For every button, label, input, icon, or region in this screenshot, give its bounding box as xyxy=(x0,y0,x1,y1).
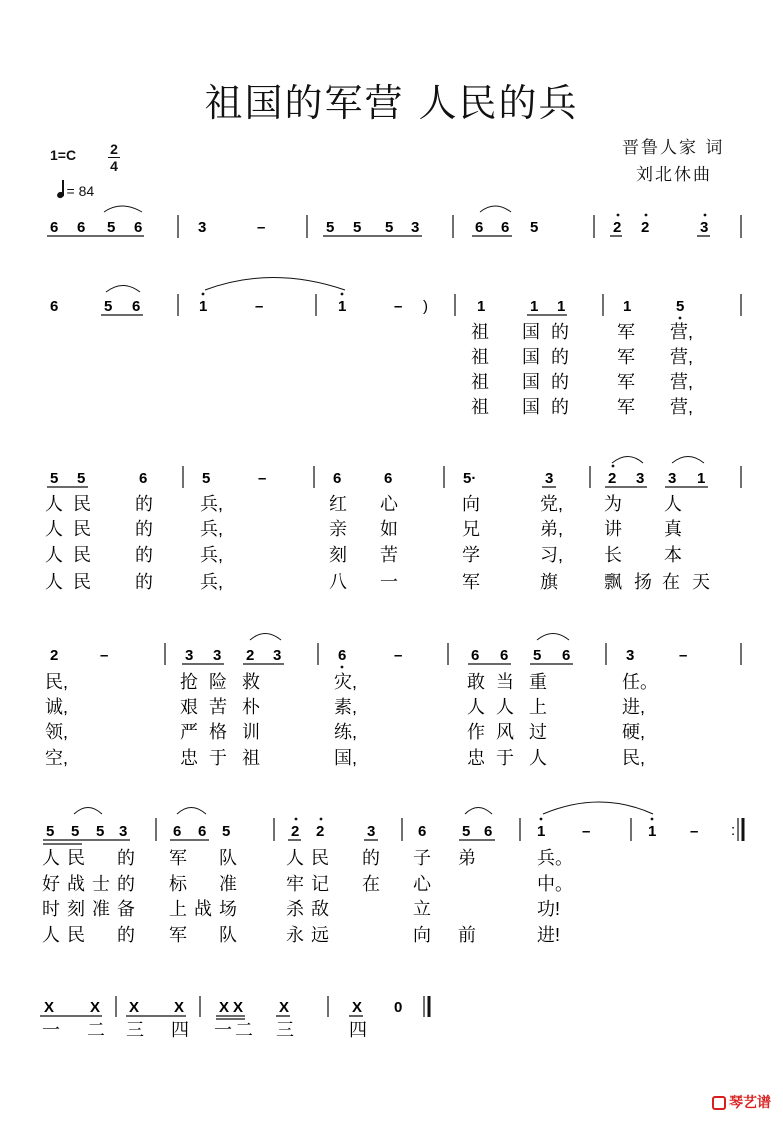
lyric-verse-3 xyxy=(45,722,645,742)
closing-paren: ) xyxy=(423,298,428,315)
lyric-char: 军 xyxy=(617,397,635,417)
lyric-char: 军 xyxy=(169,848,187,868)
note: – xyxy=(394,298,403,315)
lyric-char: 四 xyxy=(349,1020,367,1040)
lyric-char: 好 xyxy=(42,874,60,894)
lyric-char: 如 xyxy=(380,519,398,539)
lyric-char: 作 xyxy=(467,722,485,742)
lyric-char: 敢 xyxy=(467,672,485,692)
lyric-char: 的 xyxy=(551,347,569,367)
lyric-char: 二 xyxy=(235,1020,253,1040)
lyric-char: 重 xyxy=(529,672,547,692)
lyric-char: 诚, xyxy=(45,697,69,717)
watermark xyxy=(712,1092,771,1112)
note: 3 xyxy=(411,219,420,236)
lyric-char: 子 xyxy=(413,848,431,868)
note: 2 xyxy=(641,219,650,236)
lyric-char: 人 xyxy=(286,848,304,868)
lyric-char: 立 xyxy=(413,899,431,919)
slur xyxy=(104,206,142,212)
note: – xyxy=(100,647,109,664)
lyric-char: 兵, xyxy=(200,519,224,539)
note: 5 xyxy=(71,823,80,840)
lyric-char: 严 xyxy=(180,722,198,742)
note: 2 xyxy=(246,647,255,664)
note: 5 xyxy=(326,219,335,236)
lyric-char: 飘 xyxy=(604,572,622,592)
note: 1 xyxy=(199,298,208,315)
note: 6 xyxy=(500,647,509,664)
lyric-char: 为 xyxy=(604,494,622,514)
lyric-char: 上 xyxy=(169,899,187,919)
lyric-verse-2 xyxy=(471,347,693,367)
lyric-char: 真 xyxy=(664,519,682,539)
lyric-char: 准 xyxy=(92,899,110,919)
tempo-value: = 84 xyxy=(66,183,95,199)
lyric-char: 民 xyxy=(73,494,91,514)
lyric-char: 营, xyxy=(670,397,694,417)
lyric-char: 刻 xyxy=(329,545,347,565)
lyric-char: 场 xyxy=(219,899,237,919)
lyric-char: 三 xyxy=(276,1020,294,1040)
note: 6 xyxy=(198,823,207,840)
lyric-char: 人 xyxy=(42,925,60,945)
lyric-char: 人 xyxy=(664,494,682,514)
octave-dot xyxy=(202,293,205,296)
note: 2 xyxy=(608,470,617,487)
note: 2 xyxy=(316,823,325,840)
lyric-char: 敌 xyxy=(311,899,329,919)
lyric-char: 二 xyxy=(87,1020,105,1040)
lyric-char: 的 xyxy=(135,545,153,565)
note: 5 xyxy=(96,823,105,840)
lyric-char: 学 xyxy=(462,545,480,565)
slur xyxy=(465,808,492,815)
lyric-char: 营, xyxy=(670,372,694,392)
lyric-char: 队 xyxy=(219,848,237,868)
lyric-char: 领, xyxy=(45,722,69,742)
lyric-char: 风 xyxy=(496,722,514,742)
note: 3 xyxy=(626,647,635,664)
lyric-char: 讲 xyxy=(604,519,622,539)
lyric-char: 杀 xyxy=(286,899,304,919)
lyric-char: 灾, xyxy=(334,672,358,692)
lyric-char: 训 xyxy=(242,722,260,742)
slur xyxy=(672,457,704,464)
lyric-char: 准 xyxy=(219,874,237,894)
lyric-char: 标 xyxy=(169,874,187,894)
note: 6 xyxy=(475,219,484,236)
note: – xyxy=(679,647,688,664)
lyric-char: 苦 xyxy=(380,545,398,565)
slur xyxy=(106,286,140,293)
note: 1 xyxy=(648,823,657,840)
octave-dot xyxy=(612,465,615,468)
lyric-verse-3 xyxy=(471,372,693,392)
note: 5 xyxy=(530,219,539,236)
lyric-char: 前 xyxy=(458,925,476,945)
note: 6 xyxy=(418,823,427,840)
lyric-char: 进! xyxy=(537,925,561,945)
note: 6 xyxy=(132,298,141,315)
beat-x: X xyxy=(352,999,363,1016)
lyric-verse-1 xyxy=(42,848,573,868)
lyric-char: 人 xyxy=(45,519,63,539)
octave-dot xyxy=(540,818,543,821)
lyric-char: 四 xyxy=(171,1020,189,1040)
lyric-char: 祖 xyxy=(471,347,489,367)
lyrics-line-2 xyxy=(471,322,693,417)
lyric-char: 国 xyxy=(522,322,540,342)
note: 6 xyxy=(173,823,182,840)
lyric-char: 的 xyxy=(117,874,135,894)
lyric-char: 的 xyxy=(135,572,153,592)
song-title: 祖国的军营 人民的兵 xyxy=(204,81,579,125)
lyric-verse-2 xyxy=(45,519,683,539)
octave-dot-below xyxy=(679,317,682,320)
lyric-char: 备 xyxy=(117,899,135,919)
lyric-char: 一 xyxy=(380,572,398,592)
note: 6 xyxy=(501,219,510,236)
note: 5 xyxy=(50,470,59,487)
lyric-char: 祖 xyxy=(471,372,489,392)
lyric-char: 习, xyxy=(540,545,564,565)
note: 1 xyxy=(697,470,706,487)
note: – xyxy=(258,470,267,487)
lyric-char: 国, xyxy=(334,748,358,768)
lyric-char: 兵, xyxy=(200,494,224,514)
lyric-char: 硬, xyxy=(622,722,646,742)
beat-x: X xyxy=(129,999,140,1016)
tie xyxy=(205,278,345,291)
lyric-verse-1 xyxy=(471,322,693,342)
octave-dot xyxy=(295,818,298,821)
lyric-char: 在 xyxy=(662,572,680,592)
note: 5 xyxy=(107,219,116,236)
beat-x: X xyxy=(90,999,101,1016)
note: 5· xyxy=(463,470,477,487)
note: – xyxy=(690,823,699,840)
lyric-char: 民 xyxy=(67,925,85,945)
note: 6 xyxy=(562,647,571,664)
lyric-char: 人 xyxy=(45,545,63,565)
note: – xyxy=(257,219,266,236)
note: 5 xyxy=(46,823,55,840)
lyric-char: 旗 xyxy=(540,572,558,592)
lyric-char: 一 xyxy=(42,1020,60,1040)
lyric-char: 营, xyxy=(670,322,694,342)
lyric-char: 营, xyxy=(670,347,694,367)
lyric-char: 于 xyxy=(496,748,514,768)
lyric-char: 八 xyxy=(329,572,347,592)
note: 5 xyxy=(676,298,685,315)
note: 6 xyxy=(139,470,148,487)
lyric-char: 国 xyxy=(522,372,540,392)
lyric-char: 的 xyxy=(135,494,153,514)
score-line-2 xyxy=(50,278,741,320)
lyric-char: 兵, xyxy=(200,572,224,592)
slur xyxy=(74,808,102,815)
lyric-char: 军 xyxy=(169,925,187,945)
repeat-dots: : xyxy=(731,822,736,839)
slur xyxy=(612,457,643,464)
lyric-char: 的 xyxy=(551,397,569,417)
lyric-char: 人 xyxy=(529,748,547,768)
lyric-char: 当 xyxy=(496,672,514,692)
lyric-char: 的 xyxy=(551,372,569,392)
lyric-verse-4 xyxy=(45,748,645,768)
lyric-verse-4 xyxy=(42,925,560,945)
note: 6 xyxy=(384,470,393,487)
lyric-char: 心 xyxy=(413,874,431,894)
slur xyxy=(537,634,569,641)
lyric-char: 士 xyxy=(92,874,110,894)
note: 6 xyxy=(50,219,59,236)
note: 5 xyxy=(77,470,86,487)
note: 3 xyxy=(213,647,222,664)
lyric-char: 扬 xyxy=(634,572,652,592)
lyric-verse-1 xyxy=(45,494,682,514)
note: – xyxy=(582,823,591,840)
lyric-char: 人 xyxy=(496,697,514,717)
lyric-char: 民 xyxy=(73,545,91,565)
lyric-verse-3 xyxy=(42,899,560,919)
note: – xyxy=(394,647,403,664)
lyric-char: 忠 xyxy=(467,748,485,768)
note: 5 xyxy=(462,823,471,840)
octave-dot-below xyxy=(341,666,344,669)
lyric-char: 的 xyxy=(117,925,135,945)
note: – xyxy=(255,298,264,315)
note: 3 xyxy=(198,219,207,236)
lyric-char: 军 xyxy=(617,372,635,392)
lyric-char: 祖 xyxy=(471,397,489,417)
lyric-char: 党, xyxy=(540,494,564,514)
lyric-char: 红 xyxy=(329,494,347,514)
lyric-verse-4 xyxy=(471,397,693,417)
beat-x: X xyxy=(279,999,290,1016)
lyric-char: 心 xyxy=(380,494,398,514)
note: 6 xyxy=(77,219,86,236)
note: 3 xyxy=(668,470,677,487)
time-signature-bottom: 4 xyxy=(110,158,118,174)
lyric-char: 练, xyxy=(334,722,358,742)
octave-dot xyxy=(341,293,344,296)
lyric-char: 向 xyxy=(462,494,480,514)
note: 3 xyxy=(185,647,194,664)
lyrics-line-5 xyxy=(42,848,573,945)
beat-x: X xyxy=(174,999,185,1016)
lyric-char: 兄 xyxy=(462,519,480,539)
lyric-char: 永 xyxy=(286,925,304,945)
key-signature: 1=C xyxy=(50,147,77,163)
note: 5 xyxy=(202,470,211,487)
lyric-char: 苦 xyxy=(209,697,227,717)
note: 1 xyxy=(338,298,347,315)
note: 5 xyxy=(533,647,542,664)
lyric-char: 国 xyxy=(522,397,540,417)
lyric-char: 过 xyxy=(529,722,547,742)
beat-xx: X xyxy=(219,999,230,1016)
score-line-3 xyxy=(47,457,741,489)
lyric-char: 亲 xyxy=(329,519,347,539)
note: 3 xyxy=(119,823,128,840)
note: 1 xyxy=(623,298,632,315)
slur xyxy=(250,634,281,641)
lyric-char: 格 xyxy=(209,722,227,742)
lyric-char: 兵, xyxy=(200,545,224,565)
lyric-verse-1 xyxy=(45,672,658,692)
rhythm-counts xyxy=(42,1020,367,1040)
lyric-char: 人 xyxy=(45,494,63,514)
lyric-char: 人 xyxy=(42,848,60,868)
lyric-char: 人 xyxy=(45,572,63,592)
note: 5 xyxy=(222,823,231,840)
lyric-char: 祖 xyxy=(471,322,489,342)
lyric-char: 忠 xyxy=(180,748,198,768)
lyric-char: 民 xyxy=(311,848,329,868)
logo-icon xyxy=(712,1096,726,1110)
lyric-char: 向 xyxy=(413,925,431,945)
lyrics-line-4 xyxy=(45,672,658,768)
lyric-char: 弟 xyxy=(458,848,476,868)
note: 6 xyxy=(338,647,347,664)
note: 2 xyxy=(50,647,59,664)
note: 1 xyxy=(530,298,539,315)
composer-credit: 刘北休曲 xyxy=(636,165,712,185)
note: 3 xyxy=(700,219,709,236)
lyric-char: 牢 xyxy=(286,874,304,894)
lyric-char: 的 xyxy=(117,848,135,868)
lyric-char: 祖 xyxy=(242,748,260,768)
lyric-char: 的 xyxy=(135,519,153,539)
lyric-char: 险 xyxy=(209,672,227,692)
lyric-char: 三 xyxy=(126,1020,144,1040)
lyrics-line-3 xyxy=(45,494,710,592)
watermark-text: 琴艺谱 xyxy=(729,1095,771,1111)
note: 3 xyxy=(636,470,645,487)
note: 6 xyxy=(471,647,480,664)
lyric-char: 军 xyxy=(462,572,480,592)
octave-dot xyxy=(651,818,654,821)
lyric-char: 本 xyxy=(664,545,682,565)
lyric-char: 空, xyxy=(45,748,69,768)
note: 1 xyxy=(477,298,486,315)
lyric-char: 民, xyxy=(45,672,69,692)
lyric-char: 远 xyxy=(311,925,329,945)
lyric-char: 军 xyxy=(617,322,635,342)
lyric-verse-3 xyxy=(45,545,682,565)
lyric-char: 任。 xyxy=(622,672,658,692)
slur xyxy=(177,808,206,815)
note: 1 xyxy=(537,823,546,840)
lyric-verse-2 xyxy=(42,874,573,894)
note: 5 xyxy=(385,219,394,236)
note: 2 xyxy=(291,823,300,840)
lyric-char: 救 xyxy=(242,672,260,692)
lyric-char: 民 xyxy=(67,848,85,868)
octave-dot xyxy=(645,214,648,217)
octave-dot xyxy=(704,214,707,217)
lyric-char: 弟, xyxy=(540,519,564,539)
lyric-char: 的 xyxy=(551,322,569,342)
lyric-char: 队 xyxy=(219,925,237,945)
lyricist-credit: 晋鲁人家 词 xyxy=(622,138,725,158)
lyric-char: 民 xyxy=(73,572,91,592)
note: 5 xyxy=(353,219,362,236)
lyric-char: 抢 xyxy=(180,672,198,692)
note: 1 xyxy=(557,298,566,315)
lyric-char: 一 xyxy=(214,1020,232,1040)
note: 5 xyxy=(104,298,113,315)
octave-dot xyxy=(617,214,620,217)
note: 3 xyxy=(367,823,376,840)
rest: 0 xyxy=(394,999,403,1016)
note: 6 xyxy=(333,470,342,487)
note: 6 xyxy=(50,298,59,315)
note: 3 xyxy=(273,647,282,664)
beat-xx: X xyxy=(233,999,244,1016)
lyric-char: 军 xyxy=(617,347,635,367)
lyric-char: 记 xyxy=(311,874,329,894)
lyric-char: 进, xyxy=(622,697,646,717)
lyric-char: 长 xyxy=(604,545,622,565)
octave-dot xyxy=(320,818,323,821)
lyric-char: 功! xyxy=(537,899,561,919)
note: 6 xyxy=(134,219,143,236)
beat-x: X xyxy=(44,999,55,1016)
lyric-char: 兵。 xyxy=(537,848,573,868)
lyric-verse-4 xyxy=(45,571,710,592)
lyric-char: 时 xyxy=(42,899,60,919)
lyric-char: 国 xyxy=(522,347,540,367)
lyric-char: 朴 xyxy=(242,697,260,717)
note: 2 xyxy=(613,219,622,236)
lyric-char: 刻 xyxy=(67,899,85,919)
time-signature-top: 2 xyxy=(110,141,118,157)
lyric-char: 在 xyxy=(362,874,380,894)
lyric-char: 艰 xyxy=(180,697,198,717)
lyric-char: 民, xyxy=(622,748,646,768)
lyric-char: 的 xyxy=(362,848,380,868)
lyric-char: 上 xyxy=(529,697,547,717)
score-line-1 xyxy=(47,206,741,238)
note: 6 xyxy=(484,823,493,840)
rhythm-line xyxy=(40,996,429,1019)
lyric-char: 战 xyxy=(194,899,212,919)
lyric-char: 民 xyxy=(73,519,91,539)
note: 3 xyxy=(545,470,554,487)
lyric-char: 中。 xyxy=(537,874,573,894)
lyric-char: 天 xyxy=(692,572,710,592)
slur xyxy=(480,206,511,212)
score-line-4 xyxy=(50,634,741,669)
lyric-char: 素, xyxy=(334,697,358,717)
lyric-char: 战 xyxy=(67,874,85,894)
lyric-verse-2 xyxy=(45,697,645,717)
score-line-5 xyxy=(43,802,743,844)
lyric-char: 于 xyxy=(209,748,227,768)
tie xyxy=(543,802,653,814)
lyric-char: 人 xyxy=(467,697,485,717)
